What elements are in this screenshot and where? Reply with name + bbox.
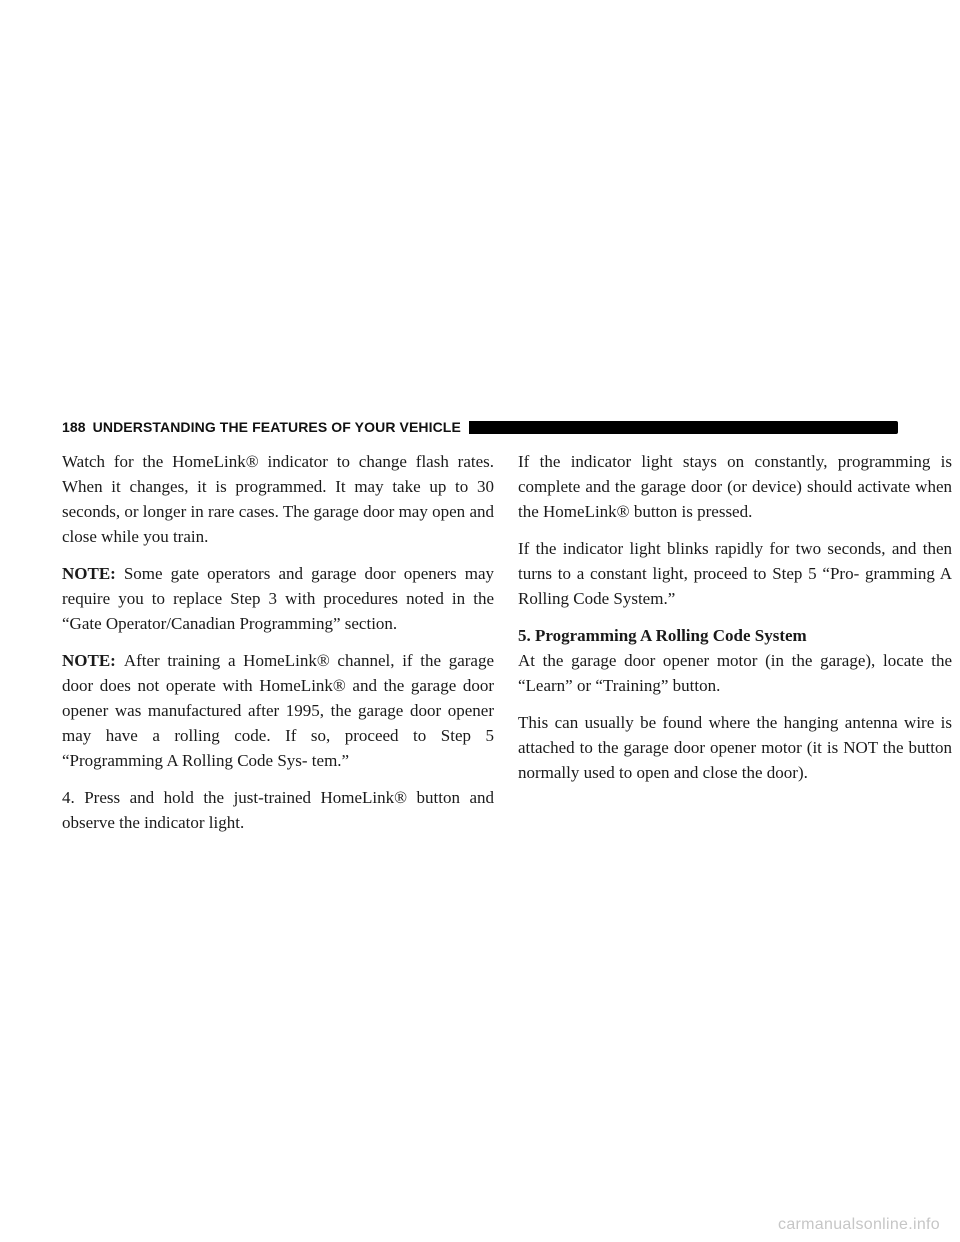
paragraph-light-blinks: If the indicator light blinks rapidly for two seconds, and then turns to a constant light, proceed to Step 5 “Pro- gramming A Rolling Code System.” xyxy=(518,539,952,608)
paragraph-flash-rates: Watch for the HomeLink® indicator to change flash rates. When it changes, it is programmed. It may take up to 30 seconds, or longer in rare cases. The garage door may open and close while you train. xyxy=(62,452,494,546)
note-gate-operators xyxy=(62,561,494,636)
note-text: Some gate operators and garage door openers may require you to replace Step 3 with procedures noted in the “Gate Operator/Canadian Programming” section. xyxy=(62,564,494,633)
section-title: UNDERSTANDING THE FEATURES OF YOUR VEHICLE xyxy=(92,419,461,435)
header-bar xyxy=(469,421,898,434)
right-column xyxy=(518,449,952,785)
left-column xyxy=(62,449,494,835)
page-header xyxy=(62,416,898,438)
paragraph-antenna-wire: This can usually be found where the hanging antenna wire is attached to the garage door opener motor (it is NOT the button normally used to open and close the door). xyxy=(518,713,952,782)
note-rolling-code xyxy=(62,648,494,773)
note-label: NOTE: xyxy=(62,651,116,670)
paragraph-light-constant: If the indicator light stays on constantly, programming is complete and the garage door (or device) should activate when the HomeLink® button is pressed. xyxy=(518,452,952,521)
page-number: 188 xyxy=(62,419,86,435)
paragraph-step-4: 4. Press and hold the just-trained HomeLink® button and observe the indicator light. xyxy=(62,788,494,832)
note-label: NOTE: xyxy=(62,564,116,583)
watermark: carmanualsonline.info xyxy=(778,1216,940,1233)
paragraph-locate-button: At the garage door opener motor (in the garage), locate the “Learn” or “Training” button. xyxy=(518,651,952,695)
note-text: After training a HomeLink® channel, if the garage door does not operate with HomeLink® and the garage door opener was manufactured after 1995, the garage door opener may have a rolling code. If so, proceed to Step 5 “Programming A Rolling Code Sys- tem.” xyxy=(62,651,494,770)
step-5-heading: 5. Programming A Rolling Code System xyxy=(518,626,807,645)
